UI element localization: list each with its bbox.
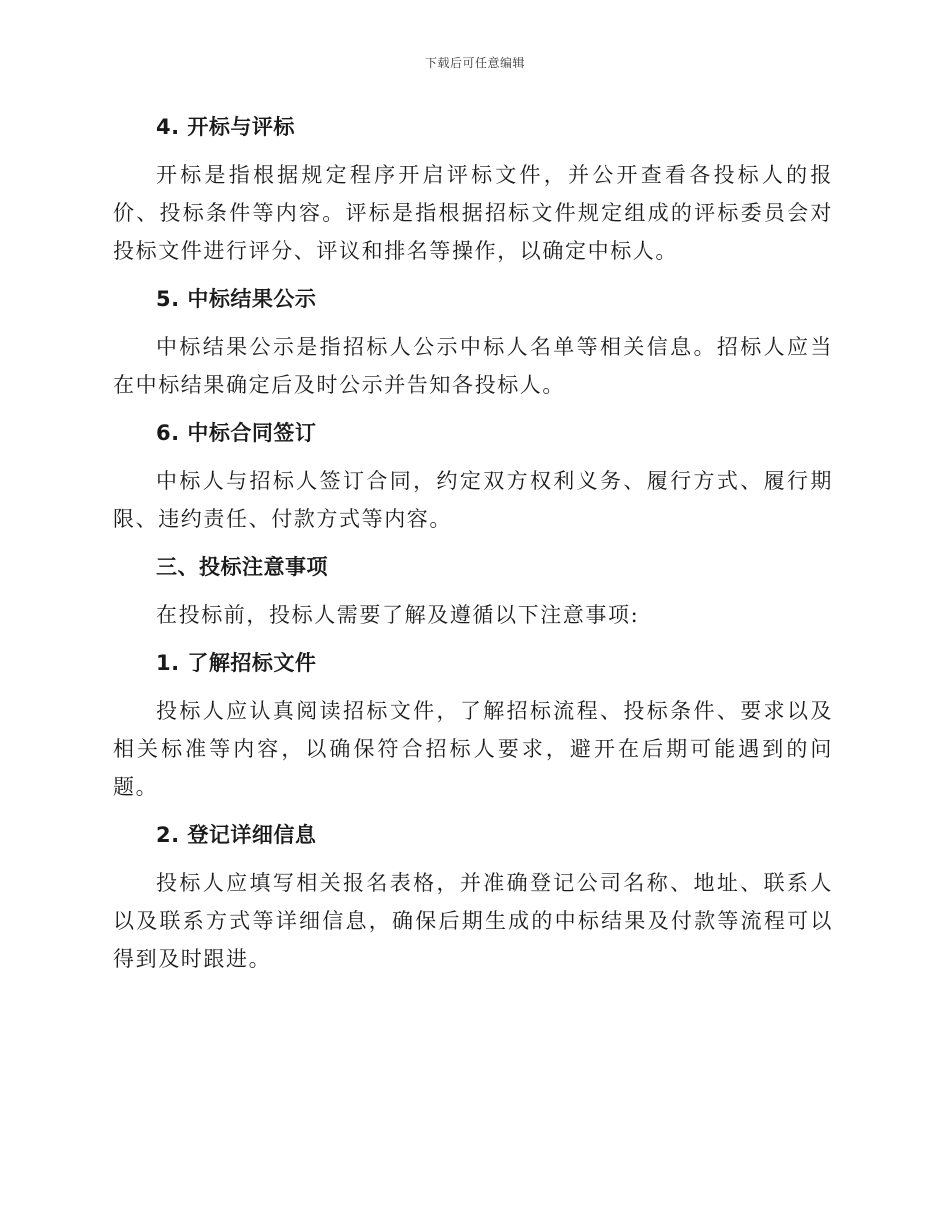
paragraph-bid-opening: 开标是指根据规定程序开启评标文件，并公开查看各投标人的报价、投标条件等内容。评标是指根据招标文件规定组成的评标委员会对投标文件进行评分、评议和排名等操作，以确定中标人。 (113, 163, 833, 263)
section-heading-contract-signing: 6. 中标合同签订 (156, 421, 317, 445)
section-heading-bid-notes: 三、投标注意事项 (156, 555, 328, 579)
section-heading-award-notice: 5. 中标结果公示 (156, 287, 317, 311)
page-header: 下载后可任意编辑 (424, 56, 525, 70)
section-heading-bid-opening: 4. 开标与评标 (156, 115, 295, 139)
paragraph-contract-signing: 中标人与招标人签订合同，约定双方权利义务、履行方式、履行期限、违约责任、付款方式等内容。 (113, 469, 833, 531)
section-heading-read-documents: 1. 了解招标文件 (156, 651, 317, 675)
section-heading-register-info: 2. 登记详细信息 (156, 823, 317, 847)
paragraph-award-notice: 中标结果公示是指招标人公示中标人名单等相关信息。招标人应当在中标结果确定后及时公示并告知各投标人。 (113, 335, 833, 397)
document-body (113, 108, 833, 988)
paragraph-register-info: 投标人应填写相关报名表格，并准确登记公司名称、地址、联系人以及联系方式等详细信息，确保后期生成的中标结果及付款等流程可以得到及时跟进。 (113, 871, 833, 971)
paragraph-bid-notes-intro: 在投标前，投标人需要了解及遵循以下注意事项: (156, 603, 640, 627)
paragraph-read-documents: 投标人应认真阅读招标文件，了解招标流程、投标条件、要求以及相关标准等内容，以确保符合招标人要求，避开在后期可能遇到的问题。 (113, 699, 833, 799)
